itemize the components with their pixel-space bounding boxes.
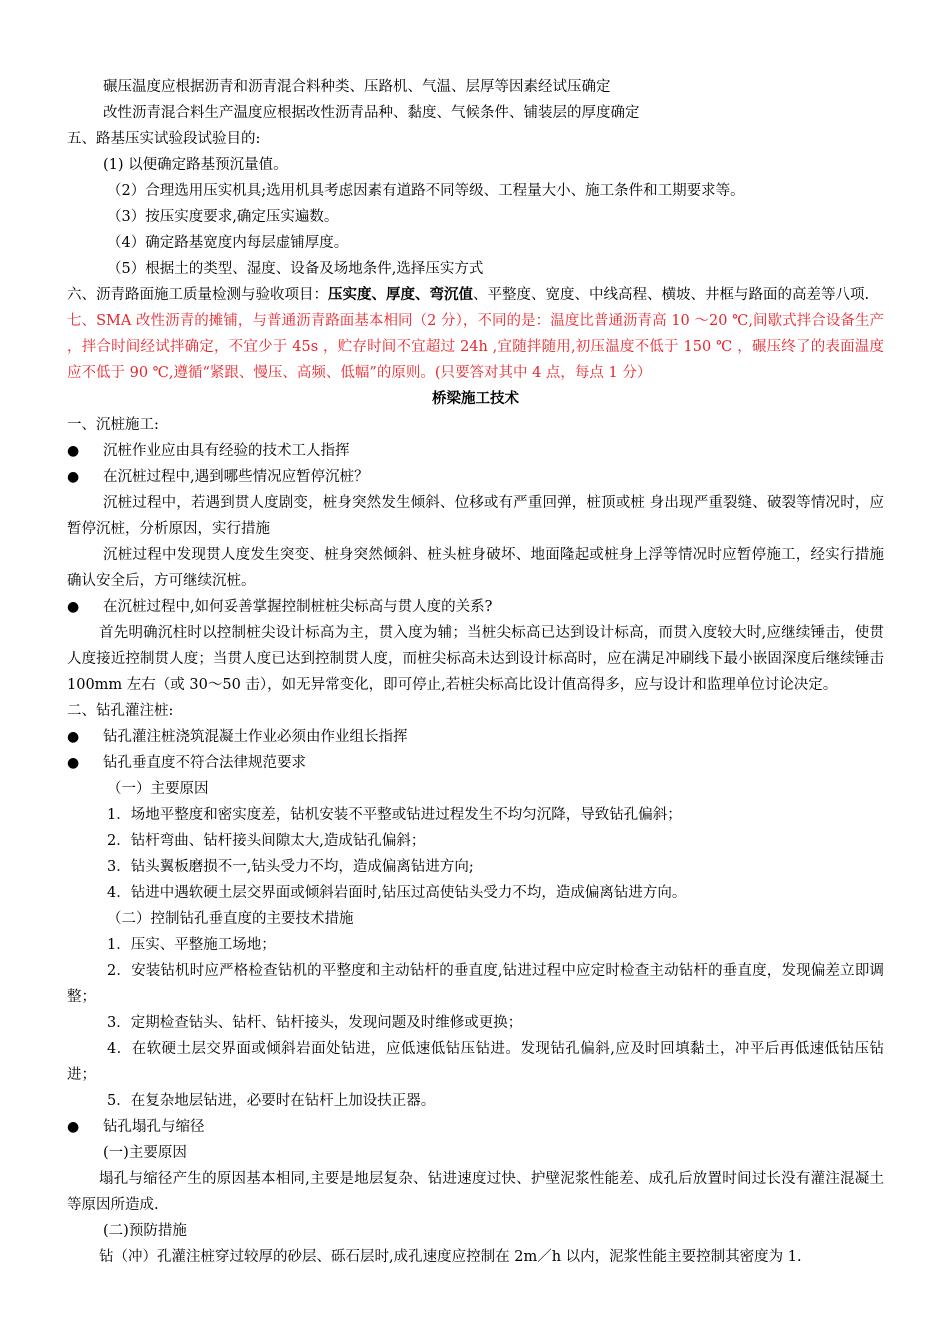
list-item [67,1114,884,1140]
paragraph: 沉桩过程中，若遇到贯人度剧变，桩身突然发生倾斜、位移或有严重回弹，桩顶或桩 身出现严重裂缝、破裂等情况时，应暂停沉桩，分析原因，实行措施 [67,495,884,537]
sub-heading: （二）控制钻孔垂直度的主要技术措施 [107,911,354,927]
sma-paragraph: 七、SMA 改性沥青的摊铺，与普通沥青路面基本相同（2 分），不同的是：温度比普通沥青高 10 ～20 ℃,间歇式拌合设备生产 ，拌合时间经试拌确定，不宜少于 45s ，贮存时间不宜超过 24h ,宜随拌随用,初压温度不低于 150 ℃ ，碾压终了的表面温度应不低于 90 ℃,遵循“紧跟、慢压、高频、低幅”的原则。(只要答对其中 4 点，每点 1 分） [67,313,884,381]
list-item [67,750,884,776]
bullet-icon: ● [67,443,80,459]
text-line: (1) 以便确定路基预沉量值。 [103,157,288,173]
page-title: 桥梁施工技术 [432,390,519,407]
sub-heading: (二)预防措施 [103,1223,187,1239]
text-line: 1．压实、平整施工场地； [107,937,276,953]
text-line: 3．钻头翼板磨损不一,钻头受力不均，造成偏离钻进方向; [107,859,474,875]
section-heading: 五、路基压实试验段试验目的: [67,131,261,147]
bullet-icon: ● [67,599,80,615]
list-item-label: 钻孔灌注桩浇筑混凝土作业必须由作业组长指挥 [103,729,408,745]
bullet-icon: ● [67,1119,80,1135]
paragraph: 首先明确沉柱时以控制桩尖设计标高为主，贯入度为辅；当桩尖标高已达到设计标高，而贯入度较大时,应继续锤击，使贯人度接近控制贯人度；当贯人度已达到控制贯人度，而桩尖标高未达到设计标高时，应在满足冲刷线下最小嵌固深度后继续锤击 100mm 左右（或 30～50 击），如无异常变化，即可停止,若桩尖标高比设计值高得多，应与设计和监理单位讨论决定。 [67,625,884,693]
text-line: 改性沥青混合料生产温度应根据改性沥青品种、黏度、气候条件、铺装层的厚度确定 [103,105,640,121]
section-six-paragraph [67,282,884,308]
section-heading: 二、钻孔灌注桩: [67,703,174,719]
list-item-label: 沉桩作业应由具有经验的技术工人指挥 [103,443,350,459]
text-line: （5）根据土的类型、湿度、设备及场地条件,选择压实方式 [107,261,484,277]
section-six-tail: 、平整度、宽度、中线高程、横坡、井框与路面的高差等八项. [473,287,870,303]
paragraph: 4．在软硬土层交界面或倾斜岩面处钻进，应低速低钻压钻进。发现钻孔偏斜,应及时回填黏土，冲平后再低速低钻压钻进； [67,1041,884,1083]
paragraph: 沉桩过程中发现贯人度发生突变、桩身突然倾斜、桩头桩身破坏、地面隆起或桩身上浮等情况时应暂停施工，经实行措施确认安全后，方可继续沉桩。 [67,547,884,589]
paragraph: 塌孔与缩径产生的原因基本相同,主要是地层复杂、钻进速度过快、护壁泥浆性能差、成孔后放置时间过长没有灌注混凝土等原因所造成. [67,1171,884,1213]
list-item-label: 钻孔塌孔与缩径 [103,1119,205,1135]
text-line: 2．钻杆弯曲、钻杆接头间隙太大,造成钻孔偏斜； [107,833,426,849]
text-line: 4．钻进中遇软硬土层交界面或倾斜岩面时,钻压过高使钻头受力不均，造成偏离钻进方向。 [107,885,687,901]
text-line: 1．场地平整度和密实度差，钻机安装不平整或钻进过程发生不均匀沉降，导致钻孔偏斜； [107,807,682,823]
sub-heading: （一）主要原因 [107,781,209,797]
paragraph: 2．安装钻机时应严格检查钻机的平整度和主动钻杆的垂直度,钻进过程中应定时检查主动钻杆的垂直度，发现偏差立即调整； [67,963,884,1005]
bullet-icon: ● [67,729,80,745]
text-line: 5．在复杂地层钻进，必要时在钻杆上加设扶正器。 [107,1093,436,1109]
sub-heading: (一)主要原因 [103,1145,187,1161]
text-line: 钻（冲）孔灌注桩穿过较厚的砂层、砾石层时,成孔速度应控制在 2m／h 以内，泥浆性能主要控制其密度为 1. [99,1249,802,1265]
list-item [67,438,884,464]
list-item [67,724,884,750]
list-item-label: 在沉桩过程中,遇到哪些情况应暂停沉桩？ [103,469,369,485]
text-line: 3．定期检查钻头、钻杆、钻杆接头，发现问题及时维修或更换； [107,1015,523,1031]
list-item [67,464,884,490]
section-six-bold-items: 压实度、厚度、弯沉值 [328,286,473,303]
bullet-icon: ● [67,469,80,485]
text-line: （3）按压实度要求,确定压实遍数。 [107,209,339,225]
list-item [67,594,884,620]
text-line: 碾压温度应根据沥青和沥青混合料种类、压路机、气温、层厚等因素经试压确定 [103,79,611,95]
text-line: （2）合理选用压实机具;选用机具考虑因素有道路不同等级、工程量大小、施工条件和工期要求等。 [107,183,745,199]
list-item-label: 钻孔垂直度不符合法律规范要求 [103,755,306,771]
list-item-label: 在沉桩过程中,如何妥善掌握控制桩桩尖标高与贯人度的关系? [103,599,493,615]
section-heading: 一、沉桩施工: [67,417,159,433]
bullet-icon: ● [67,755,80,771]
section-six-lead: 六、沥青路面施工质量检测与验收项目： [67,287,328,303]
text-line: （4）确定路基宽度内每层虚铺厚度。 [107,235,349,251]
